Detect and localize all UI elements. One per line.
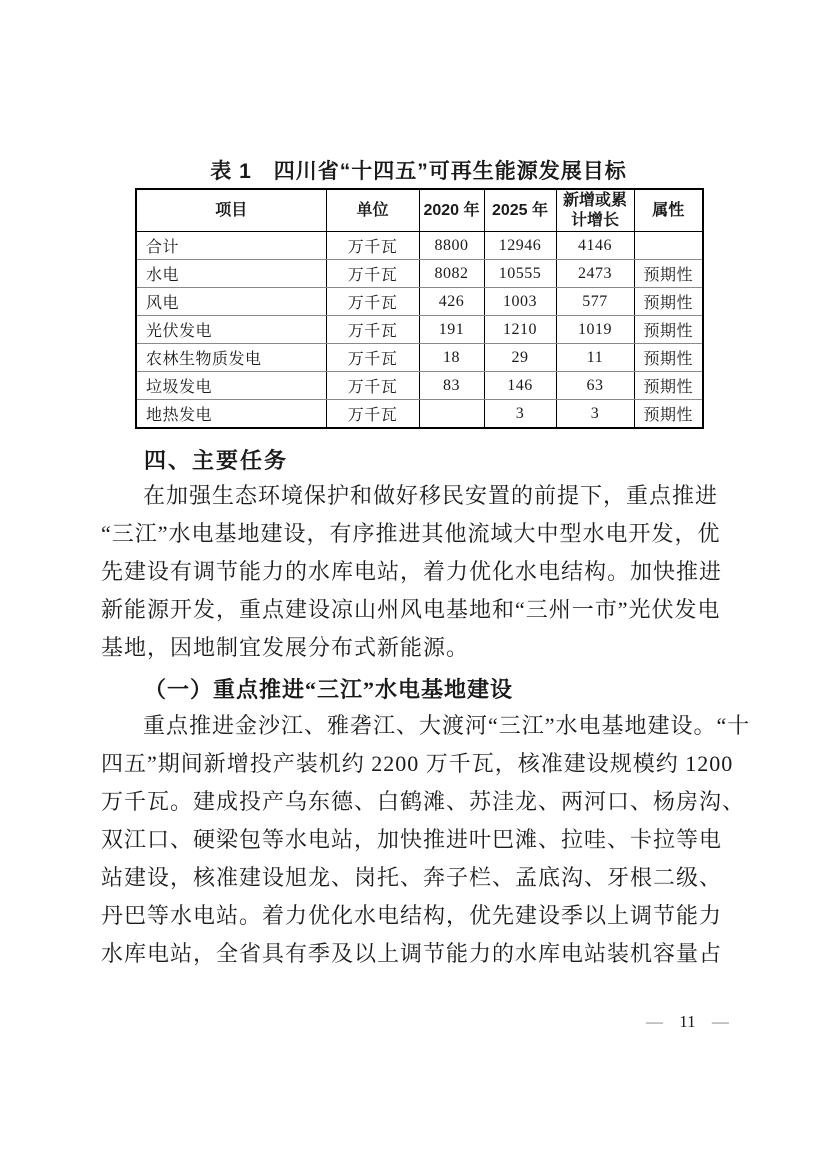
- table-cell: 3: [556, 400, 634, 429]
- paragraph-sanjiang-hydro: [101, 707, 761, 973]
- paragraph-main-tasks: [101, 477, 761, 667]
- table-cell: 2473: [556, 260, 634, 288]
- renewable-energy-targets-table: [135, 188, 704, 429]
- table-cell: 8800: [419, 232, 484, 260]
- text-line: 基地，因地制宜发展分布式新能源。: [101, 635, 470, 660]
- table-cell: 万千瓦: [326, 372, 419, 400]
- table-title: 表 1 四川省“十四五”可再生能源发展目标: [210, 160, 627, 183]
- table-row: [136, 372, 703, 400]
- table-header-row: [136, 189, 703, 232]
- table-cell: 万千瓦: [326, 400, 419, 429]
- text-line: 在加强生态环境保护和做好移民安置的前提下，重点推进: [143, 483, 719, 508]
- table-cell: 4146: [556, 232, 634, 260]
- table-cell: 426: [419, 288, 484, 316]
- table-row: [136, 260, 703, 288]
- table-cell: 垃圾发电: [136, 372, 326, 400]
- table-cell: 577: [556, 288, 634, 316]
- table-cell: 预期性: [634, 316, 703, 344]
- table-cell: [419, 400, 484, 429]
- table-row: [136, 288, 703, 316]
- table-cell: 1210: [484, 316, 556, 344]
- table-cell: 预期性: [634, 400, 703, 429]
- page-number-value: 11: [679, 1012, 696, 1031]
- table-cell: 191: [419, 316, 484, 344]
- text-line: “三江”水电基地建设，有序推进其他流域大中型水电开发，优: [101, 521, 721, 546]
- table-cell: [634, 232, 703, 260]
- text-line: 四五”期间新增投产装机约 2200 万千瓦，核准建设规模约 1200: [101, 751, 734, 776]
- column-header: 项目: [136, 189, 326, 232]
- table-cell: 水电: [136, 260, 326, 288]
- page-number: [646, 1012, 729, 1032]
- column-header: 2025 年: [484, 189, 556, 232]
- table-cell: 万千瓦: [326, 288, 419, 316]
- column-header: 属性: [634, 189, 703, 232]
- table-cell: 农林生物质发电: [136, 344, 326, 372]
- table-row: [136, 316, 703, 344]
- subsection-heading-sanjiang-hydro: （一）重点推进“三江”水电基地建设: [144, 677, 514, 702]
- table-cell: 11: [556, 344, 634, 372]
- column-header: 单位: [326, 189, 419, 232]
- table-cell: 万千瓦: [326, 260, 419, 288]
- table-cell: 18: [419, 344, 484, 372]
- text-line: 水库电站，全省具有季及以上调节能力的水库电站装机容量占: [101, 941, 723, 966]
- table-cell: 预期性: [634, 372, 703, 400]
- table-cell: 1003: [484, 288, 556, 316]
- table-cell: 预期性: [634, 344, 703, 372]
- table-row: [136, 400, 703, 429]
- table-row: [136, 344, 703, 372]
- table-cell: 预期性: [634, 260, 703, 288]
- table-cell: 万千瓦: [326, 344, 419, 372]
- table-cell: 地热发电: [136, 400, 326, 429]
- table-cell: 63: [556, 372, 634, 400]
- table-cell: 10555: [484, 260, 556, 288]
- text-line: 先建设有调节能力的水库电站，着力优化水电结构。加快推进: [101, 559, 723, 584]
- table-cell: 12946: [484, 232, 556, 260]
- table-cell: 风电: [136, 288, 326, 316]
- page-number-dash-right: —: [711, 1012, 729, 1031]
- table-cell: 8082: [419, 260, 484, 288]
- table-cell: 146: [484, 372, 556, 400]
- column-header: 新增或累计增长: [556, 189, 634, 232]
- page-number-dash-left: —: [646, 1012, 663, 1031]
- table-cell: 光伏发电: [136, 316, 326, 344]
- table-cell: 83: [419, 372, 484, 400]
- table-cell: 29: [484, 344, 556, 372]
- text-line: 新能源开发，重点建设凉山州风电基地和“三州一市”光伏发电: [101, 597, 721, 622]
- section-heading-main-tasks: 四、主要任务: [144, 448, 289, 473]
- text-line: 丹巴等水电站。着力优化水电结构，优先建设季以上调节能力: [101, 903, 723, 928]
- table-cell: 合计: [136, 232, 326, 260]
- table-cell: 3: [484, 400, 556, 429]
- text-line: 站建设，核准建设旭龙、岗托、奔子栏、孟底沟、牙根二级、: [101, 865, 723, 890]
- table-cell: 万千瓦: [326, 316, 419, 344]
- table-cell: 预期性: [634, 288, 703, 316]
- table-cell: 1019: [556, 316, 634, 344]
- text-line: 万千瓦。建成投产乌东德、白鹤滩、苏洼龙、两河口、杨房沟、: [101, 789, 746, 814]
- table-cell: 万千瓦: [326, 232, 419, 260]
- column-header: 2020 年: [419, 189, 484, 232]
- text-line: 重点推进金沙江、雅砻江、大渡河“三江”水电基地建设。“十: [143, 713, 751, 738]
- text-line: 双江口、硬梁包等水电站，加快推进叶巴滩、拉哇、卡拉等电: [101, 827, 723, 852]
- table-row: [136, 232, 703, 260]
